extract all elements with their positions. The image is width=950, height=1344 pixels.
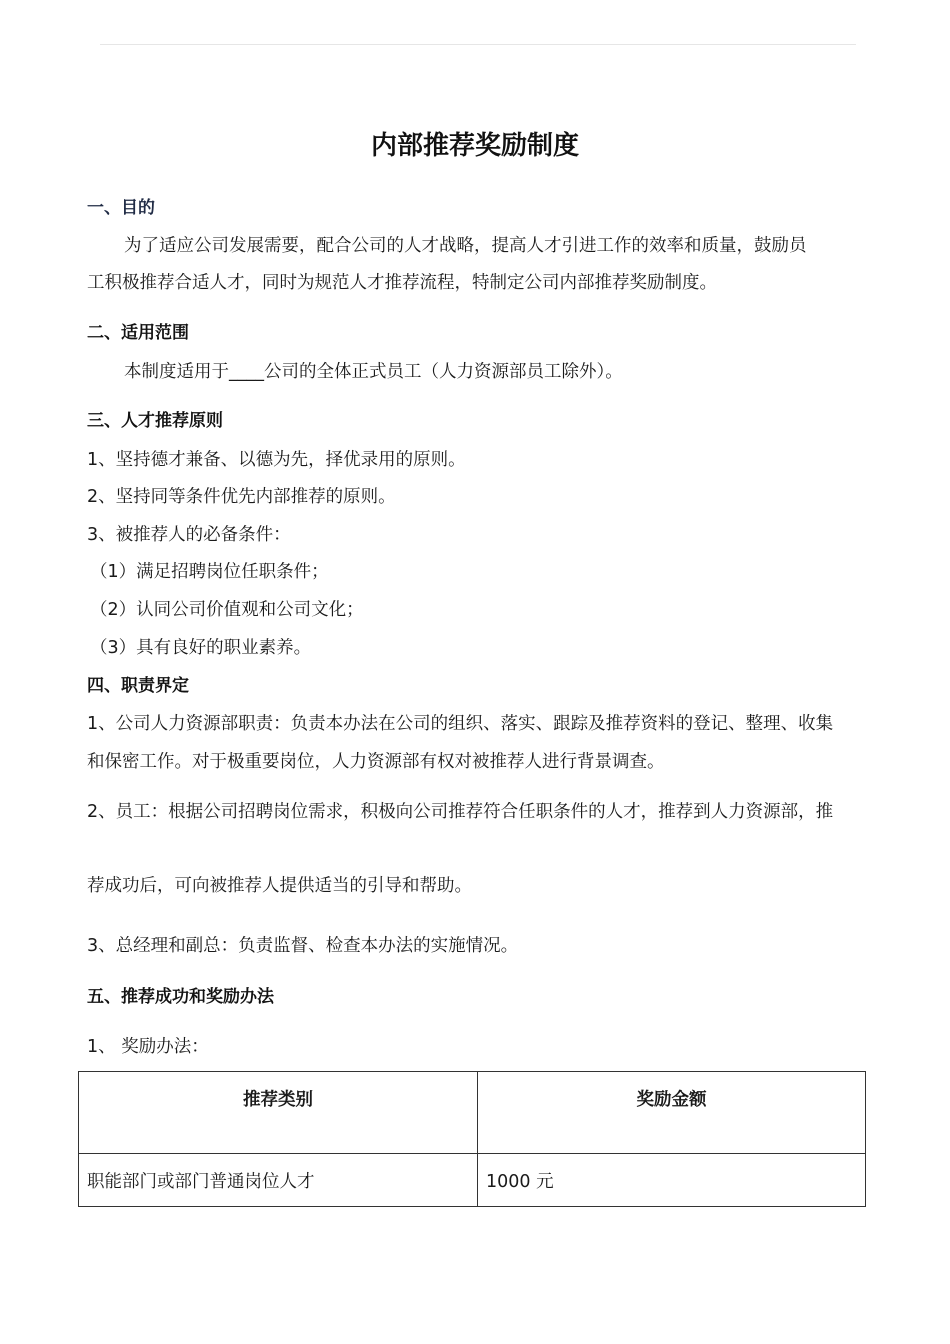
section-3-subitem-3: （3）具有良好的职业素养。: [90, 638, 312, 658]
section-5-item-1: 1、 奖励办法：: [87, 1037, 209, 1057]
table-cell-category: 职能部门或部门普通岗位人才: [79, 1154, 478, 1207]
section-4-item-1-line-2: 和保密工作。对于极重要岗位，人力资源部有权对被推荐人进行背景调查。: [87, 752, 665, 772]
document-title: 内部推荐奖励制度: [370, 131, 579, 161]
section-4-item-3: 3、总经理和副总：负责监督、检查本办法的实施情况。: [87, 936, 519, 956]
section-4-item-1-line-1: 1、公司人力资源部职责：负责本办法在公司的组织、落实、跟踪及推荐资料的登记、整理、收集: [87, 714, 834, 734]
section-3-heading: 三、人才推荐原则: [87, 411, 223, 431]
section-3-item-1: 1、坚持德才兼备、以德为先，择优录用的原则。: [87, 450, 466, 470]
section-3-item-3: 3、被推荐人的必备条件：: [87, 525, 291, 545]
section-1-heading: 一、目的: [87, 198, 155, 218]
table-header-amount: 奖励金额: [478, 1072, 866, 1154]
section-3-subitem-2: （2）认同公司价值观和公司文化；: [90, 600, 364, 620]
reward-table: [78, 1071, 866, 1207]
section-3-subitem-1: （1）满足招聘岗位任职条件；: [90, 562, 329, 582]
table-cell-amount: 1000 元: [478, 1154, 866, 1207]
section-3-item-2: 2、坚持同等条件优先内部推荐的原则。: [87, 487, 396, 507]
section-2-line-1: 本制度适用于____公司的全体正式员工（人力资源部员工除外）。: [124, 362, 623, 382]
header-rule: [100, 44, 856, 45]
section-2-heading: 二、适用范围: [87, 323, 189, 343]
table-header-category: 推荐类别: [79, 1072, 478, 1154]
section-4-item-2-line-1: 2、员工：根据公司招聘岗位需求，积极向公司推荐符合任职条件的人才，推荐到人力资源部，推: [87, 802, 834, 822]
table-row: [79, 1154, 866, 1207]
section-1-line-2: 工积极推荐合适人才，同时为规范人才推荐流程，特制定公司内部推荐奖励制度。: [87, 273, 717, 293]
section-1-line-1: 为了适应公司发展需要，配合公司的人才战略，提高人才引进工作的效率和质量，鼓励员: [124, 236, 807, 256]
section-4-item-2-line-2: 荐成功后，可向被推荐人提供适当的引导和帮助。: [87, 876, 472, 896]
section-4-heading: 四、职责界定: [87, 676, 189, 696]
table-header-row: [79, 1072, 866, 1154]
section-5-heading: 五、推荐成功和奖励办法: [87, 987, 274, 1007]
